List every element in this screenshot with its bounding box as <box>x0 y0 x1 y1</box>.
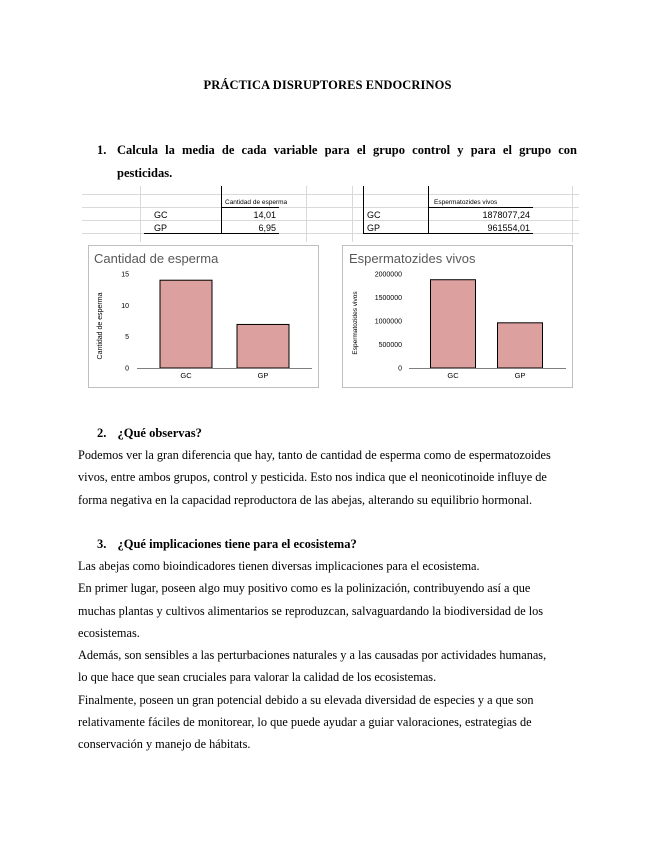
question-3-number: 3. <box>97 537 107 551</box>
question-1-text-line1: Calcula la media de cada variable para el grupo control y para el grupo con <box>117 143 577 157</box>
question-2-heading <box>97 426 202 441</box>
chart-esperma-ylabel: Cantidad de esperma <box>97 292 104 360</box>
question-3-title: ¿Qué implicaciones tiene para el ecosistema? <box>117 537 357 551</box>
question-1-text-line2: pesticidas. <box>117 166 173 180</box>
table-vivos-header: Espermatozides vivos <box>434 199 498 206</box>
x-category-label: GC <box>447 371 459 380</box>
chart-vivos <box>343 246 573 388</box>
answer-line: lo que hace que sean cruciales para valorar la calidad de los ecosistemas. <box>78 670 437 685</box>
spreadsheet-svg <box>82 186 579 396</box>
bar-gp <box>498 323 543 368</box>
bar-gp <box>237 324 289 368</box>
table-vivos-row-value: 961554,01 <box>487 223 530 233</box>
answer-line: forma negativa en la capacidad reproductora de las abejas, alterando su equilibrio hormonal. <box>78 492 533 507</box>
y-tick-label: 0 <box>125 365 129 373</box>
question-1-number: 1. <box>97 143 107 157</box>
table-vivos <box>363 186 533 234</box>
table-esperma <box>144 186 288 234</box>
chart-esperma-title: Cantidad de esperma <box>94 251 219 266</box>
answer-line: Podemos ver la gran diferencia que hay, tanto de cantidad de esperma como de espermatozoides <box>78 448 551 462</box>
bar-gc <box>431 280 476 368</box>
answer-line: ecosistemas. <box>78 625 140 640</box>
question-3-answer <box>78 555 577 756</box>
table-esperma-header: Cantidad de esperma <box>225 199 288 206</box>
bar-gc <box>160 280 212 368</box>
y-tick-label: 500000 <box>378 342 402 349</box>
chart-vivos-title: Espermatozides vivos <box>349 251 476 266</box>
spreadsheet-image <box>82 186 579 396</box>
table-esperma-row-label: GP <box>154 223 168 233</box>
x-category-label: GC <box>180 371 192 380</box>
answer-line: Finalmente, poseen un gran potencial debido a su elevada diversidad de especies y a que son <box>78 692 534 707</box>
y-tick-label: 1000000 <box>374 318 402 326</box>
page-title: PRÁCTICA DISRUPTORES ENDOCRINOS <box>203 78 452 92</box>
table-esperma-row-value: 6,95 <box>258 223 276 233</box>
chart-esperma <box>89 246 319 388</box>
y-tick-label: 15 <box>121 271 129 279</box>
table-esperma-row-label: GC <box>154 210 168 220</box>
x-category-label: GP <box>514 371 526 380</box>
x-category-label: GP <box>257 371 269 380</box>
table-vivos-row-value: 1878077,24 <box>482 210 530 220</box>
chart-vivos-ylabel: Espermatozides vivos <box>352 291 359 355</box>
answer-line: vivos, entre ambos grupos, control y pesticida. Esto nos indica que el neonicotinoide influye de <box>78 470 547 485</box>
y-tick-label: 1500000 <box>374 295 402 302</box>
answer-line: conservación y manejo de hábitats. <box>78 737 251 752</box>
y-tick-label: 0 <box>398 365 402 373</box>
y-tick-label: 5 <box>125 334 129 342</box>
question-2-number: 2. <box>97 426 107 440</box>
table-vivos-row-label: GC <box>367 210 381 220</box>
y-tick-label: 2000000 <box>374 271 402 279</box>
question-2-title: ¿Qué observas? <box>117 426 202 440</box>
question-2-answer <box>78 444 577 511</box>
table-vivos-row-label: GP <box>367 223 381 233</box>
table-esperma-row-value: 14,01 <box>253 210 276 220</box>
answer-line: muchas plantas y cultivos alimentarios se reproduzcan, salvaguardando la biodiversidad de los <box>78 603 544 618</box>
question-3-heading <box>97 537 357 552</box>
answer-line: Las abejas como bioindicadores tienen diversas implicaciones para el ecosistema. <box>78 559 480 573</box>
answer-line: En primer lugar, poseen algo muy positivo como es la polinización, contribuyendo así a que <box>78 581 531 596</box>
answer-line: Además, son sensibles a las perturbaciones naturales y a las causadas por actividades humanas, <box>78 648 547 663</box>
answer-line: relativamente fáciles de monitorear, lo que puede ayudar a guiar valoraciones, estrategias de <box>78 715 532 730</box>
y-tick-label: 10 <box>121 302 129 310</box>
